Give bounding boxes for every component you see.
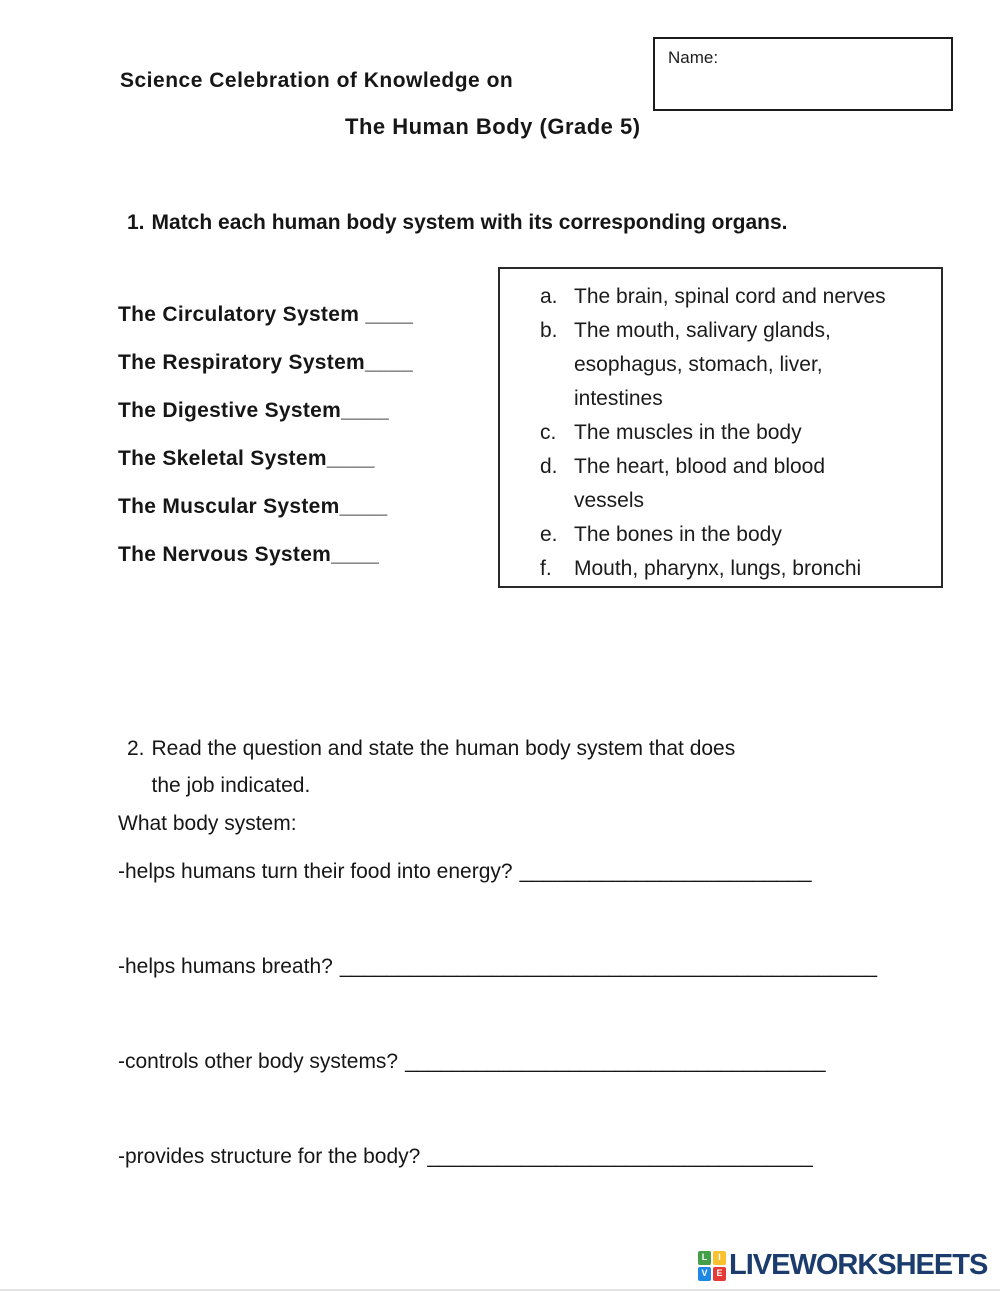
option-item-e [540,518,933,552]
q2-item-text: -helps humans breath? [118,955,333,978]
answer-blank-nervous[interactable]: ____ [331,543,380,566]
worksheet-title-line1: Science Celebration of Knowledge on [120,69,514,92]
answer-blank-skeletal[interactable]: ____ [326,447,375,470]
question1-heading [127,211,787,235]
option-text: The mouth, salivary glands, esophagus, stomach, liver, intestines [574,319,831,410]
logo-square-e: E [713,1267,726,1281]
liveworksheets-logo[interactable] [698,1249,987,1282]
system-row-digestive [118,399,498,447]
option-item-f [540,552,933,586]
option-letter: d. [540,455,558,478]
q2-item-controls [118,1050,826,1074]
q2-item-breath [118,955,877,979]
q2-answer-blank-breath[interactable]: ______________________________________________ [339,955,878,978]
liveworksheets-logo-text: LIVEWORKSHEETS [729,1249,988,1281]
q2-answer-blank-controls[interactable]: ____________________________________ [405,1050,826,1073]
liveworksheets-logo-icon [698,1251,726,1281]
question2-number: 2. [127,737,145,760]
logo-square-v: V [698,1267,711,1281]
q2-item-structure [118,1145,813,1169]
option-item-b [540,314,933,416]
option-item-c [540,416,933,450]
options-box [498,267,943,588]
option-item-a [540,280,933,314]
q2-item-text: -helps humans turn their food into energy? [118,860,513,883]
option-item-d [540,450,933,518]
q2-answer-blank-structure[interactable]: _________________________________ [427,1145,813,1168]
option-text: Mouth, pharynx, lungs, bronchi [574,557,862,580]
question2-heading [127,730,735,804]
answer-blank-digestive[interactable]: ____ [341,399,390,422]
answer-blank-muscular[interactable]: ____ [339,495,388,518]
option-text: The bones in the body [574,523,782,546]
system-label: The Circulatory System [118,303,360,326]
name-label: Name: [668,48,719,67]
option-letter: b. [540,319,558,342]
option-text: The brain, spinal cord and nerves [574,285,886,308]
answer-blank-respiratory[interactable]: ____ [365,351,413,374]
system-row-respiratory [118,351,498,399]
logo-square-l: L [698,1251,711,1265]
system-label: The Skeletal System [118,447,327,470]
question1-number: 1. [127,211,145,234]
option-letter: a. [540,285,558,308]
system-label: The Respiratory System [118,351,366,374]
question1-prompt: Match each human body system with its corresponding organs. [151,211,788,234]
worksheet-title-line2: The Human Body (Grade 5) [345,114,641,139]
logo-square-i: I [713,1251,726,1265]
option-letter: e. [540,523,558,546]
question2-prompt: Read the question and state the human body system that does the job indicated. [151,737,736,797]
system-label: The Nervous System [118,543,332,566]
q2-item-text: -provides structure for the body? [118,1145,421,1168]
what-body-system-label: What body system: [118,812,297,835]
system-label: The Digestive System [118,399,342,422]
system-label: The Muscular System [118,495,340,518]
system-row-nervous [118,543,498,591]
option-text: The muscles in the body [574,421,802,444]
q2-answer-blank-energy[interactable]: _________________________ [519,860,812,883]
system-row-skeletal [118,447,498,495]
systems-list [118,303,498,591]
option-letter: c. [540,421,557,444]
system-row-circulatory [118,303,498,351]
name-box[interactable] [653,37,953,111]
answer-blank-circulatory[interactable]: ____ [359,303,414,326]
q2-item-text: -controls other body systems? [118,1050,399,1073]
system-row-muscular [118,495,498,543]
option-letter: f. [540,557,552,580]
option-text: The heart, blood and blood vessels [574,455,826,512]
q2-item-energy [118,860,812,884]
